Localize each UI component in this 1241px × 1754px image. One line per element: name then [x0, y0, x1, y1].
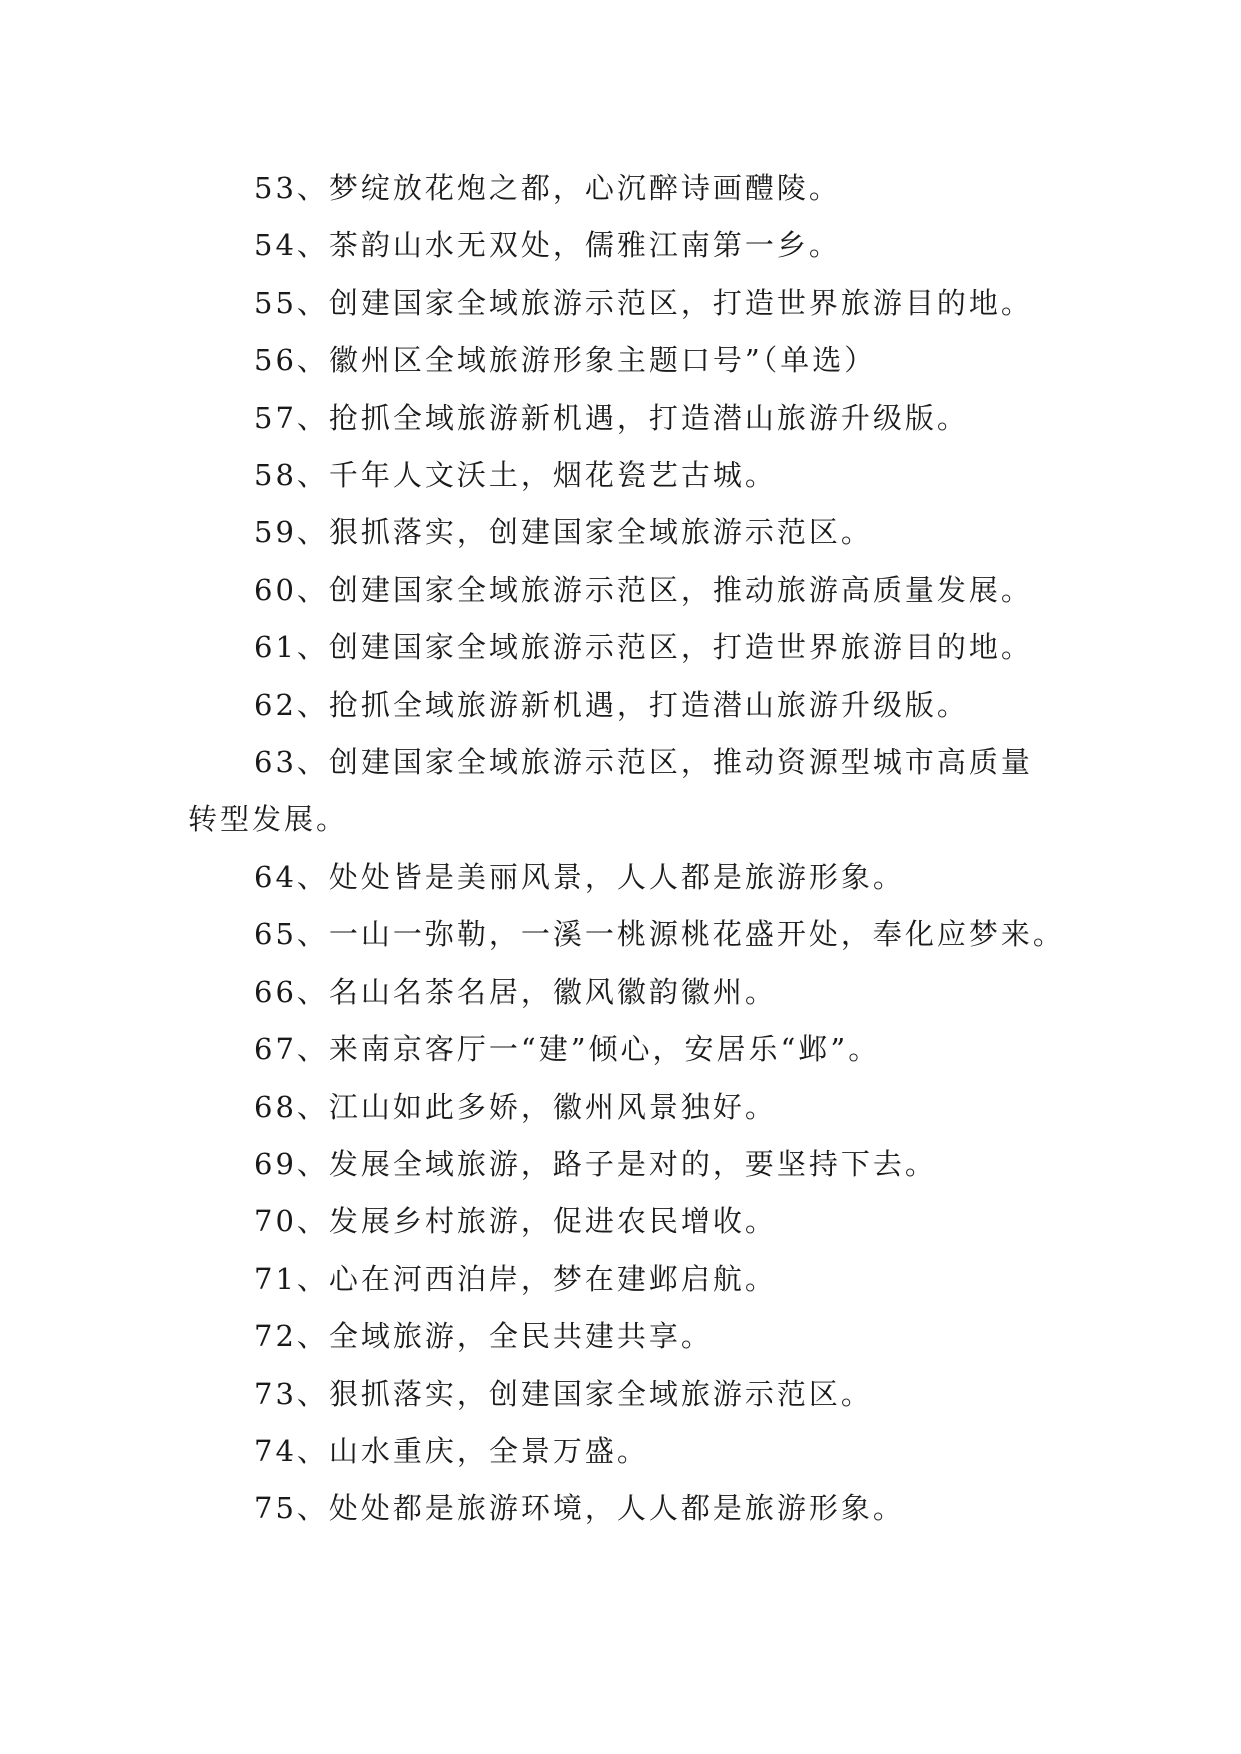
- slogan-item: 73、狠抓落实，创建国家全域旅游示范区。: [254, 1376, 873, 1411]
- slogan-item: 58、千年人文沃土，烟花瓷艺古城。: [254, 458, 777, 493]
- slogan-item: 55、创建国家全域旅游示范区，打造世界旅游目的地。: [254, 285, 1033, 320]
- slogan-item: 63、创建国家全域旅游示范区，推动资源型城市高质量转型发展。: [188, 745, 1033, 837]
- slogan-item: 61、创建国家全域旅游示范区，打造世界旅游目的地。: [254, 630, 1033, 665]
- slogan-item: 54、茶韵山水无双处，儒雅江南第一乡。: [254, 228, 841, 263]
- slogan-item: 70、发展乡村旅游，促进农民增收。: [254, 1204, 777, 1239]
- slogan-item: 65、一山一弥勒，一溪一桃源桃花盛开处，奉化应梦来。: [254, 917, 1065, 952]
- slogan-item: 74、山水重庆，全景万盛。: [254, 1433, 649, 1468]
- slogan-item: 71、心在河西泊岸，梦在建邺启航。: [254, 1261, 777, 1296]
- slogan-item: 53、梦绽放花炮之都，心沉醉诗画醴陵。: [254, 171, 841, 205]
- slogan-item: 57、抢抓全域旅游新机遇，打造潜山旅游升级版。: [254, 400, 969, 435]
- slogan-item: 67、来南京客厅一“建”倾心，安居乐“邺”。: [254, 1032, 881, 1067]
- slogan-item: 59、狠抓落实，创建国家全域旅游示范区。: [254, 515, 873, 550]
- slogan-item: 62、抢抓全域旅游新机遇，打造潜山旅游升级版。: [254, 687, 969, 722]
- slogan-list: [188, 160, 1088, 1538]
- slogan-item: 72、全域旅游，全民共建共享。: [254, 1319, 713, 1354]
- slogan-item: 64、处处皆是美丽风景，人人都是旅游形象。: [254, 859, 905, 894]
- slogan-item: 75、处处都是旅游环境，人人都是旅游形象。: [254, 1491, 905, 1526]
- slogan-item: 66、名山名茶名居，徽风徽韵徽州。: [254, 974, 777, 1009]
- slogan-item: 60、创建国家全域旅游示范区，推动旅游高质量发展。: [254, 572, 1033, 607]
- slogan-item: 56、徽州区全域旅游形象主题口号”（单选）: [254, 343, 877, 378]
- slogan-item: 68、江山如此多娇，徽州风景独好。: [254, 1089, 777, 1124]
- slogan-item: 69、发展全域旅游，路子是对的，要坚持下去。: [254, 1146, 937, 1181]
